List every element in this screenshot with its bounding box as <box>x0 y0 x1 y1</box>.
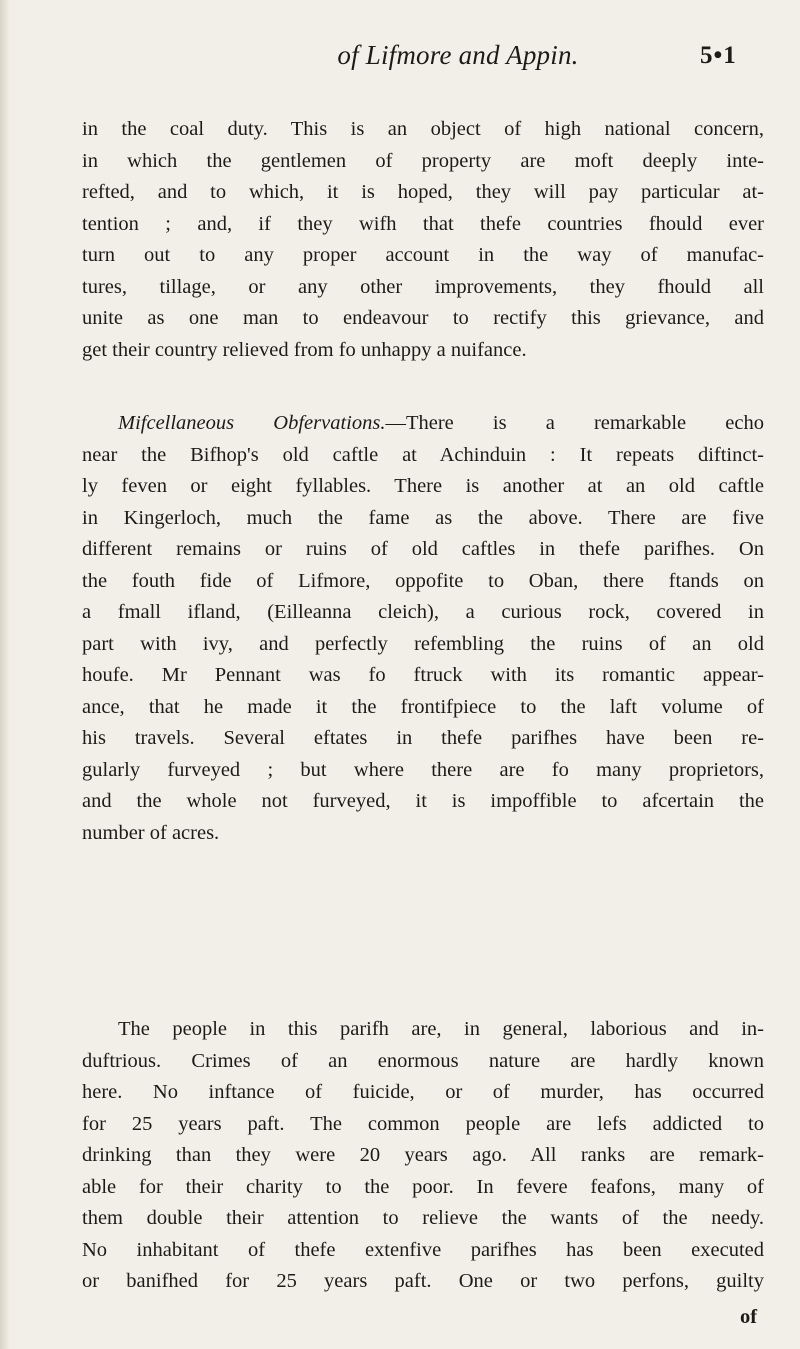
page-gutter-shadow <box>0 0 10 1349</box>
text-line: refted, and to which, it is hoped, they will pay particular at- <box>82 181 764 203</box>
text-line: in Kingerloch, much the fame as the above. There are five <box>82 506 764 529</box>
text-line: here. No inftance of fuicide, or of murder, has occurred <box>82 1081 764 1103</box>
heading-continuation: —There is a remarkable echo <box>385 412 764 434</box>
text-line: gularly furveyed ; but where there are fo many proprietors, <box>82 758 764 781</box>
paragraph-coal-duty <box>82 114 764 366</box>
text-line: near the Bifhop's old caftle at Achinduin : It repeats diftinct- <box>82 443 764 466</box>
text-line: No inhabitant of thefe extenfive parifhes has been executed <box>82 1238 764 1261</box>
text-line: tention ; and, if they wifh that thefe countries fhould ever <box>82 212 764 235</box>
paragraph-miscellaneous <box>82 408 764 849</box>
text-line: The people in this parifh are, in general, laborious and in- <box>118 1018 764 1040</box>
page-number: 5•1 <box>700 42 737 69</box>
text-line: them double their attention to relieve the wants of the needy. <box>82 1207 764 1229</box>
text-line: part with ivy, and perfectly refembling the ruins of an old <box>82 632 764 655</box>
running-title: of Lifmore and Appin. <box>337 40 579 70</box>
text-line: in the coal duty. This is an object of high national concern, <box>82 118 764 140</box>
text-line: unite as one man to endeavour to rectify this grievance, and <box>82 307 764 329</box>
paragraph-people <box>82 1014 764 1298</box>
text-line: different remains or ruins of old caftles in thefe parifhes. On <box>82 538 764 560</box>
text-line-first <box>82 408 764 440</box>
text-line: drinking than they were 20 years ago. All ranks are remark- <box>82 1144 764 1166</box>
text-line: houfe. Mr Pennant was fo ftruck with its romantic appear- <box>82 664 764 686</box>
text-line: ly feven or eight fyllables. There is another at an old caftle <box>82 475 764 497</box>
text-line: in which the gentlemen of property are moft deeply inte- <box>82 149 764 172</box>
text-line: turn out to any proper account in the way of manufac- <box>82 244 764 266</box>
text-line: and the whole not furveyed, it is impoffible to afcertain the <box>82 790 764 812</box>
text-line: duftrious. Crimes of an enormous nature are hardly known <box>82 1049 764 1072</box>
text-line: or banifhed for 25 years paft. One or two perfons, guilty <box>82 1270 764 1292</box>
catchword: of <box>740 1306 758 1328</box>
running-header <box>0 40 800 80</box>
text-line: get their country relieved from fo unhappy a nuifance. <box>82 338 527 361</box>
text-line: a fmall ifland, (Eilleanna cleich), a curious rock, covered in <box>82 601 764 623</box>
section-heading: Mifcellaneous Obfervations. <box>118 412 386 434</box>
text-line: his travels. Several eftates in thefe parifhes have been re- <box>82 727 764 749</box>
text-line: able for their charity to the poor. In fevere feafons, many of <box>82 1175 764 1198</box>
text-line: tures, tillage, or any other improvements, they fhould all <box>82 275 764 298</box>
text-line: number of acres. <box>82 821 220 844</box>
text-line: the fouth fide of Lifmore, oppofite to Oban, there ftands on <box>82 569 764 592</box>
text-line: for 25 years paft. The common people are lefs addicted to <box>82 1112 764 1135</box>
text-line: ance, that he made it the frontifpiece to the laft volume of <box>82 695 764 718</box>
